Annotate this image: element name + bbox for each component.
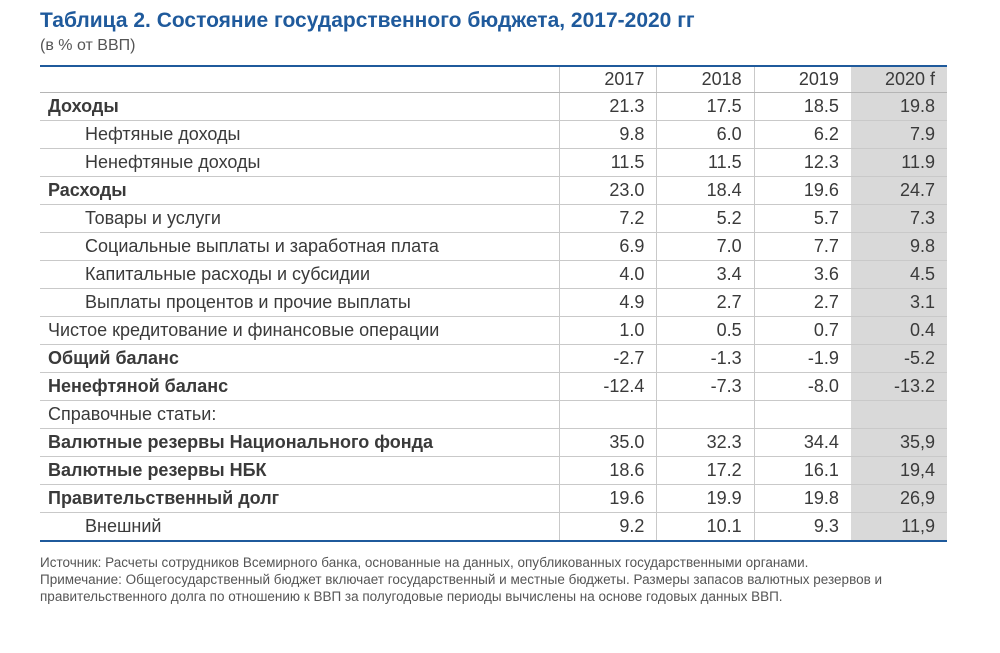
column-header-2019: 2019 — [754, 66, 851, 93]
value-cell-2018: 5.2 — [657, 205, 754, 233]
value-cell-2019: 5.7 — [754, 205, 851, 233]
row-label: Чистое кредитование и финансовые операции — [40, 317, 560, 345]
value-cell-2019: 0.7 — [754, 317, 851, 345]
value-cell-2017: 35.0 — [560, 429, 657, 457]
value-cell-2020f: 9.8 — [851, 233, 947, 261]
value-cell-2020f: -13.2 — [851, 373, 947, 401]
value-cell-2017: 18.6 — [560, 457, 657, 485]
value-cell-2020f: 24.7 — [851, 177, 947, 205]
table-row — [40, 205, 947, 233]
value-cell-2020f: 4.5 — [851, 261, 947, 289]
value-cell-2019: -1.9 — [754, 345, 851, 373]
table-row — [40, 261, 947, 289]
table-row — [40, 485, 947, 513]
value-cell-2020f: 7.3 — [851, 205, 947, 233]
value-cell-2017: 6.9 — [560, 233, 657, 261]
table-row — [40, 429, 947, 457]
value-cell-2018: 0.5 — [657, 317, 754, 345]
value-cell-2017: 7.2 — [560, 205, 657, 233]
value-cell-2018: 32.3 — [657, 429, 754, 457]
value-cell-2019: 9.3 — [754, 513, 851, 542]
table-row — [40, 457, 947, 485]
value-cell-2017: 1.0 — [560, 317, 657, 345]
column-header-2017: 2017 — [560, 66, 657, 93]
table-row — [40, 289, 947, 317]
value-cell-2019: 18.5 — [754, 93, 851, 121]
value-cell-2019: -8.0 — [754, 373, 851, 401]
value-cell-2020f: 11,9 — [851, 513, 947, 542]
row-label: Расходы — [40, 177, 560, 205]
column-header-2020f: 2020 f — [851, 66, 947, 93]
value-cell-2017: 9.8 — [560, 121, 657, 149]
value-cell-2018: 3.4 — [657, 261, 754, 289]
row-label: Валютные резервы НБК — [40, 457, 560, 485]
value-cell-2017: 4.9 — [560, 289, 657, 317]
table-row — [40, 345, 947, 373]
value-cell-2018: 17.5 — [657, 93, 754, 121]
value-cell-2017: 11.5 — [560, 149, 657, 177]
table-row — [40, 317, 947, 345]
table-row — [40, 121, 947, 149]
table-row — [40, 233, 947, 261]
table-title: Таблица 2. Состояние государственного бюджета, 2017-2020 гг — [40, 9, 695, 32]
value-cell-2020f: 7.9 — [851, 121, 947, 149]
value-cell-2019: 16.1 — [754, 457, 851, 485]
value-cell-2019: 6.2 — [754, 121, 851, 149]
value-cell-2019: 19.8 — [754, 485, 851, 513]
value-cell-2017: 4.0 — [560, 261, 657, 289]
value-cell-2019: 3.6 — [754, 261, 851, 289]
value-cell-2018: 7.0 — [657, 233, 754, 261]
column-header-2018: 2018 — [657, 66, 754, 93]
row-label: Справочные статьи: — [40, 401, 560, 429]
value-cell-2020f — [851, 401, 947, 429]
value-cell-2020f: 35,9 — [851, 429, 947, 457]
table-row — [40, 401, 947, 429]
value-cell-2020f: 3.1 — [851, 289, 947, 317]
source-note: Источник: Расчеты сотрудников Всемирного банка, основанные на данных, опубликованных государственными органами. — [40, 555, 809, 570]
row-label: Правительственный долг — [40, 485, 560, 513]
value-cell-2018: 19.9 — [657, 485, 754, 513]
budget-table — [40, 65, 947, 542]
value-cell-2017: -2.7 — [560, 345, 657, 373]
row-label: Товары и услуги — [40, 205, 560, 233]
value-cell-2017: -12.4 — [560, 373, 657, 401]
value-cell-2020f: 0.4 — [851, 317, 947, 345]
value-cell-2018: 2.7 — [657, 289, 754, 317]
value-cell-2017: 21.3 — [560, 93, 657, 121]
row-label: Общий баланс — [40, 345, 560, 373]
row-label: Выплаты процентов и прочие выплаты — [40, 289, 560, 317]
row-label: Капитальные расходы и субсидии — [40, 261, 560, 289]
value-cell-2019 — [754, 401, 851, 429]
value-cell-2020f: 19.8 — [851, 93, 947, 121]
value-cell-2018 — [657, 401, 754, 429]
value-cell-2018: 6.0 — [657, 121, 754, 149]
table-notes — [40, 554, 955, 605]
label-column-header — [40, 66, 560, 93]
value-cell-2018: 18.4 — [657, 177, 754, 205]
value-cell-2017 — [560, 401, 657, 429]
value-cell-2018: -7.3 — [657, 373, 754, 401]
value-cell-2018: -1.3 — [657, 345, 754, 373]
value-cell-2018: 11.5 — [657, 149, 754, 177]
table-header-row — [40, 66, 947, 93]
remark-note: Примечание: Общегосударственный бюджет включает государственный и местные бюджеты. Размеры запасов валютных резервов и правительственного долга по отношению к ВВП за полугодовые периоды вычислены на основе годовых данных ВВП. — [40, 572, 883, 604]
row-label: Социальные выплаты и заработная плата — [40, 233, 560, 261]
value-cell-2019: 2.7 — [754, 289, 851, 317]
table-row — [40, 149, 947, 177]
value-cell-2018: 17.2 — [657, 457, 754, 485]
value-cell-2020f: 19,4 — [851, 457, 947, 485]
value-cell-2019: 12.3 — [754, 149, 851, 177]
table-row — [40, 373, 947, 401]
row-label: Валютные резервы Национального фонда — [40, 429, 560, 457]
value-cell-2017: 19.6 — [560, 485, 657, 513]
value-cell-2019: 34.4 — [754, 429, 851, 457]
row-label: Внешний — [40, 513, 560, 542]
row-label: Ненефтяной баланс — [40, 373, 560, 401]
value-cell-2017: 23.0 — [560, 177, 657, 205]
value-cell-2017: 9.2 — [560, 513, 657, 542]
row-label: Нефтяные доходы — [40, 121, 560, 149]
row-label: Доходы — [40, 93, 560, 121]
value-cell-2019: 19.6 — [754, 177, 851, 205]
value-cell-2018: 10.1 — [657, 513, 754, 542]
value-cell-2019: 7.7 — [754, 233, 851, 261]
table-row — [40, 93, 947, 121]
value-cell-2020f: -5.2 — [851, 345, 947, 373]
value-cell-2020f: 26,9 — [851, 485, 947, 513]
table-subtitle: (в % от ВВП) — [40, 37, 136, 54]
table-row — [40, 513, 947, 542]
value-cell-2020f: 11.9 — [851, 149, 947, 177]
row-label: Ненефтяные доходы — [40, 149, 560, 177]
table-row — [40, 177, 947, 205]
